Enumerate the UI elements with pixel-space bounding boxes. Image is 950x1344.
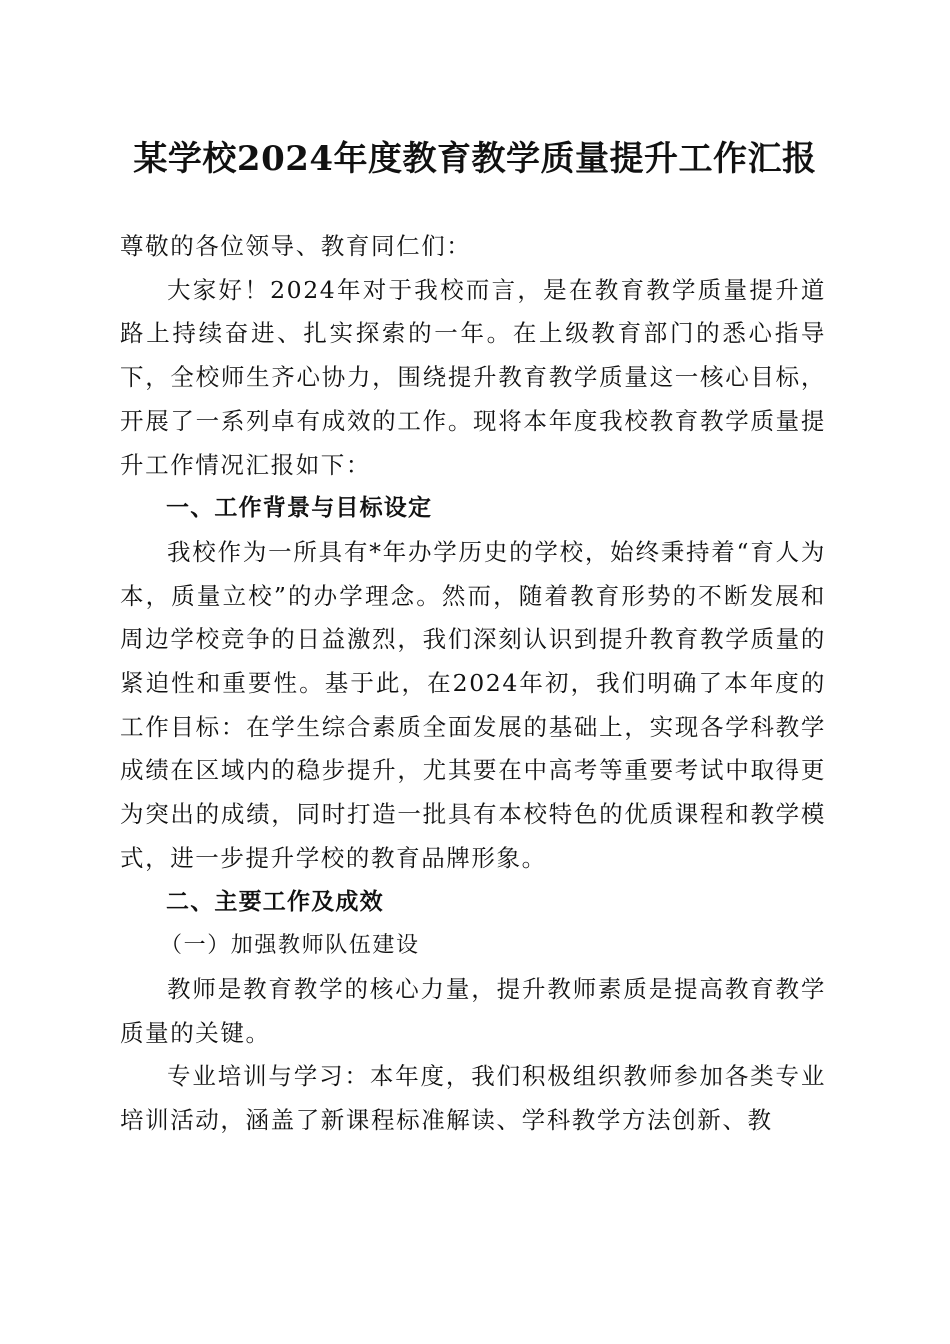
section-heading-main-work: 二、主要工作及成效	[166, 888, 384, 915]
section-heading-background: 一、工作背景与目标设定	[166, 495, 433, 522]
background-paragraph: 我校作为一所具有*年办学历史的学校，始终秉持着“育人为本，质量立校”的办学理念。然而，随着教育形势的不断发展和周边学校竞争的日益激烈，我们深刻认识到提升教育教学质量的紧迫性和重要性。基于此，在2024年初，我们明确了本年度的工作目标：在学生综合素质全面发展的基础上，实现各学科教学成绩在区域内的稳步提升，尤其要在中高考等重要考试中取得更为突出的成绩，同时打造一批具有本校特色的优质课程和教学模式，进一步提升学校的教育品牌形象。	[120, 537, 826, 872]
subsection-heading-teachers: （一）加强教师队伍建设	[160, 933, 420, 959]
training-paragraph: 专业培训与学习：本年度，我们积极组织教师参加各类专业培训活动，涵盖了新课程标准解读、学科教学方法创新、教	[120, 1062, 826, 1135]
salutation: 尊敬的各位领导、教育同仁们：	[120, 232, 472, 260]
teachers-paragraph: 教师是教育教学的核心力量，提升教师素质是提高教育教学质量的关键。	[120, 974, 826, 1047]
intro-paragraph: 大家好！2024年对于我校而言，是在教育教学质量提升道路上持续奋进、扎实探索的一年。在上级教育部门的悉心指导下，全校师生齐心协力，围绕提升教育教学质量这一核心目标，开展了一系列卓有成效的工作。现将本年度我校教育教学质量提升工作情况汇报如下：	[120, 275, 826, 479]
document-title: 某学校2024年度教育教学质量提升工作汇报	[133, 139, 817, 179]
document-body	[120, 225, 826, 1143]
